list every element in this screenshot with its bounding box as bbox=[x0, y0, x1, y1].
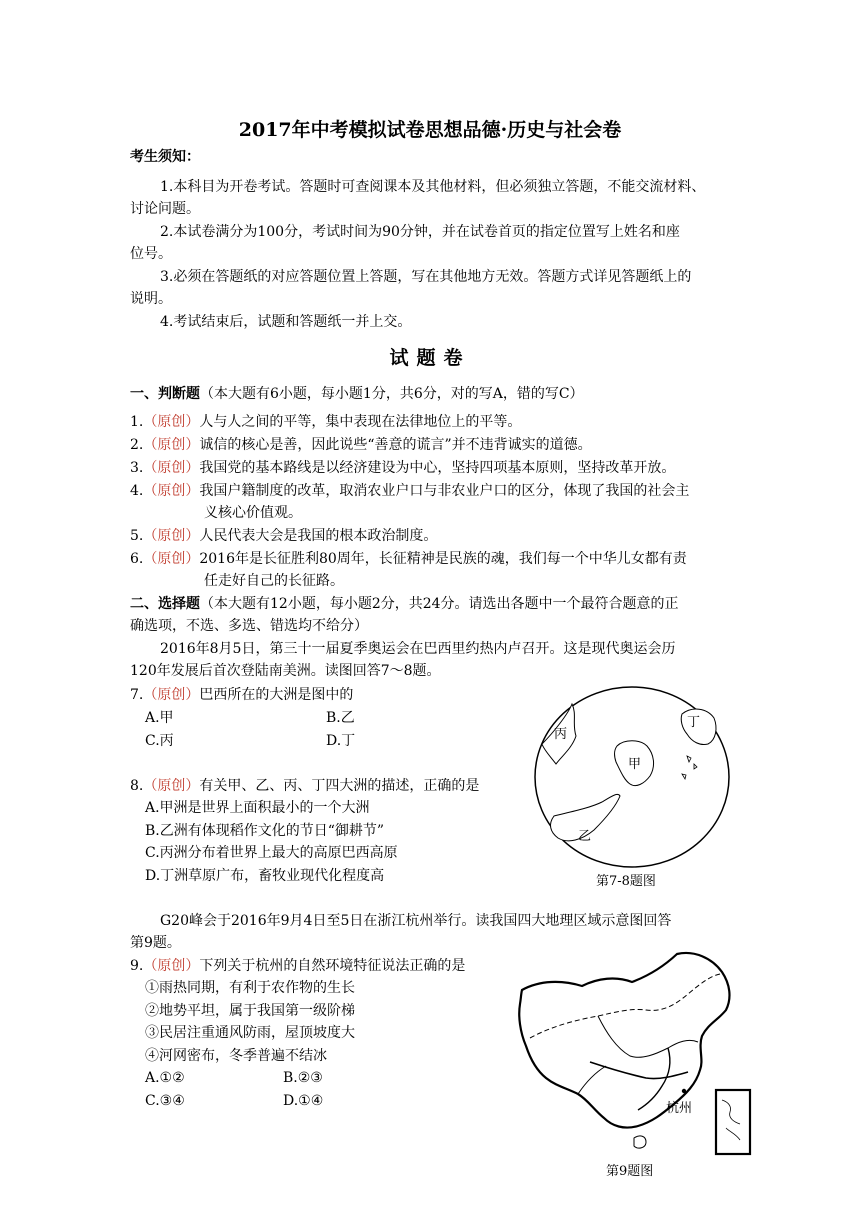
notice-1-line1: 1.本科目为开卷考试。答题时可查阅课本及其他材料，但必须独立答题，不能交流材料、 bbox=[160, 179, 706, 195]
q8-option-b: B.乙洲有体现稻作文化的节日“御耕节” bbox=[145, 823, 385, 839]
part1-desc: （本大题有6小题，每小题1分，共6分，对的写A，错的写C） bbox=[200, 386, 584, 402]
part1-header bbox=[130, 383, 584, 405]
figure-9-caption: 第9题图 bbox=[606, 1164, 654, 1179]
q8-option-d: D.丁洲草原广布，畜牧业现代化程度高 bbox=[145, 868, 385, 884]
notice-3-line1: 3.必须在答题纸的对应答题位置上答题，写在其他地方无效。答题方式详见答题纸上的 bbox=[160, 269, 692, 285]
judge-item-5: 5.（原创）人民代表大会是我国的根本政治制度。 bbox=[130, 528, 438, 544]
original-tag: （原创） bbox=[143, 437, 200, 453]
q9-choice-4: ④河网密布，冬季普遍不结冰 bbox=[145, 1048, 327, 1064]
section-title: 试题卷 bbox=[389, 347, 471, 369]
q9-option-b: B.②③ bbox=[283, 1070, 323, 1086]
q9-choice-1: ①雨热同期，有利于农作物的生长 bbox=[145, 980, 355, 996]
notice-4: 4.考试结束后，试题和答题纸一并上交。 bbox=[160, 314, 412, 330]
judge-item-6-cont: 任走好自己的长征路。 bbox=[204, 573, 344, 589]
notice-3-line2: 说明。 bbox=[130, 291, 172, 307]
part2-heading: 二、选择题 bbox=[130, 596, 200, 612]
q9-option-d: D.①④ bbox=[283, 1093, 324, 1109]
intro-7-8-line2: 120年发展后首次登陆南美洲。读图回答7～8题。 bbox=[130, 663, 441, 679]
question-8: 8.（原创）有关甲、乙、丙、丁四大洲的描述，正确的是 bbox=[130, 778, 480, 794]
figure-7-8-caption: 第7-8题图 bbox=[596, 874, 656, 889]
q7-option-a: A.甲 bbox=[145, 710, 174, 726]
q8-option-a: A.甲洲是世界上面积最小的一个大洲 bbox=[145, 800, 370, 816]
judge-item-1: 1.（原创）人与人之间的平等，集中表现在法律地位上的平等。 bbox=[130, 414, 522, 430]
original-tag: （原创） bbox=[143, 958, 200, 974]
original-tag: （原创） bbox=[143, 414, 200, 430]
notice-heading: 考生须知： bbox=[130, 149, 200, 165]
judge-item-2: 2.（原创）诚信的核心是善，因此说些“善意的谎言”并不违背诚实的道德。 bbox=[130, 437, 592, 453]
notice-2-line1: 2.本试卷满分为100分，考试时间为90分钟，并在试卷首页的指定位置写上姓名和座 bbox=[160, 224, 680, 240]
original-tag: （原创） bbox=[143, 778, 200, 794]
original-tag: （原创） bbox=[143, 483, 200, 499]
judge-item-3: 3.（原创）我国党的基本路线是以经济建设为中心，坚持四项基本原则，坚持改革开放。 bbox=[130, 460, 676, 476]
original-tag: （原创） bbox=[143, 687, 200, 703]
judge-item-4: 4.（原创）我国户籍制度的改革，取消农业户口与非农业户口的区分，体现了我国的社会主 bbox=[130, 483, 690, 499]
part2-header: 二、选择题（本大题有12小题，每小题2分，共24分。请选出各题中一个最符合题意的正 bbox=[130, 596, 679, 612]
judge-item-6: 6.（原创）2016年是长征胜利80周年，长征精神是民族的魂，我们每一个中华儿女都有责 bbox=[130, 551, 687, 567]
globe-map-figure bbox=[532, 684, 732, 870]
part2-desc-cont: 确选项，不选、多选、错选均不给分） bbox=[130, 618, 368, 634]
q7-option-d: D.丁 bbox=[326, 733, 356, 749]
q8-option-c: C.丙洲分布着世界上最大的高原巴西高原 bbox=[145, 845, 398, 861]
intro-9-line2: 第9题。 bbox=[130, 935, 181, 951]
map-label-ding: 丁 bbox=[687, 715, 701, 730]
page-title: 2017年中考模拟试卷思想品德·历史与社会卷 bbox=[238, 119, 622, 141]
q7-option-c: C.丙 bbox=[145, 733, 174, 749]
original-tag: （原创） bbox=[143, 460, 200, 476]
map-label-hangzhou: 杭州 bbox=[666, 1101, 693, 1116]
q9-option-c: C.③④ bbox=[145, 1093, 185, 1109]
notice-2-line2: 位号。 bbox=[130, 246, 172, 262]
question-7: 7.（原创）巴西所在的大洲是图中的 bbox=[130, 687, 354, 703]
question-9: 9.（原创）下列关于杭州的自然环境特征说法正确的是 bbox=[130, 958, 466, 974]
q7-option-b: B.乙 bbox=[326, 710, 355, 726]
map-label-jia: 甲 bbox=[628, 757, 642, 772]
china-regions-map-figure bbox=[512, 950, 752, 1160]
original-tag: （原创） bbox=[143, 551, 200, 567]
q9-choice-3: ③民居注重通风防雨，屋顶坡度大 bbox=[145, 1025, 355, 1041]
judge-item-4-cont: 义核心价值观。 bbox=[204, 505, 302, 521]
map-label-bing: 丙 bbox=[554, 727, 568, 742]
map-label-yi: 乙 bbox=[578, 829, 592, 844]
original-tag: （原创） bbox=[143, 528, 200, 544]
q9-choice-2: ②地势平坦，属于我国第一级阶梯 bbox=[145, 1003, 355, 1019]
part1-heading: 一、判断题 bbox=[130, 386, 200, 402]
q9-option-a: A.①② bbox=[145, 1070, 185, 1086]
intro-7-8-line1: 2016年8月5日，第三十一届夏季奥运会在巴西里约热内卢召开。这是现代奥运会历 bbox=[160, 641, 676, 657]
notice-1-line2: 讨论问题。 bbox=[130, 201, 200, 217]
intro-9-line1: G20峰会于2016年9月4日至5日在浙江杭州举行。读我国四大地理区域示意图回答 bbox=[160, 913, 672, 929]
